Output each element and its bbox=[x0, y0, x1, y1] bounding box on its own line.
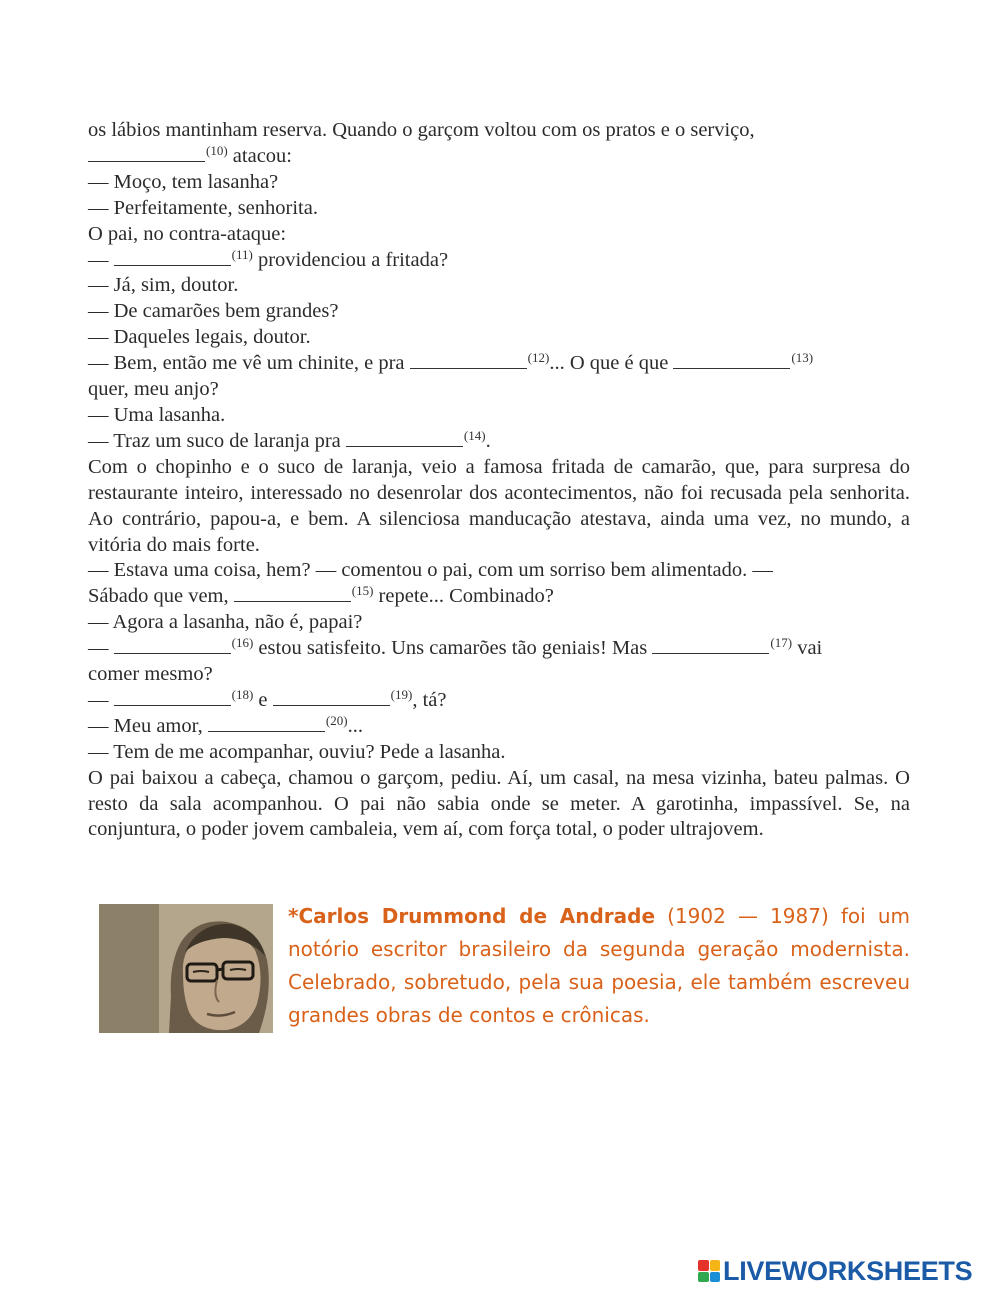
blank-field-12[interactable] bbox=[410, 351, 527, 369]
blank-field-18[interactable] bbox=[114, 688, 231, 706]
blank-field-19[interactable] bbox=[273, 688, 390, 706]
story-line: — Tem de me acompanhar, ouviu? Pede a lasanha. bbox=[88, 740, 506, 763]
story-line: — Daqueles legais, doutor. bbox=[88, 326, 311, 349]
story-line bbox=[88, 144, 910, 170]
story-fragment: . bbox=[485, 429, 491, 452]
story-fragment: — bbox=[88, 688, 109, 711]
story-line bbox=[88, 429, 910, 455]
story-fragment: Sábado que vem, bbox=[88, 585, 229, 608]
story-line: — Já, sim, doutor. bbox=[88, 274, 239, 297]
story-line bbox=[88, 688, 910, 714]
story-line: quer, meu anjo? bbox=[88, 378, 219, 401]
blank-field-14[interactable] bbox=[346, 429, 463, 447]
story-paragraph: Com o chopinho e o suco de laranja, veio a famosa fritada de camarão, que, para surpresa do restaurante inteiro, interessado no desenrolar dos acontecimentos, não foi recusada pela senhorita. Ao contrário, papou-a, e bem. A silenciosa manducação atestava, ainda uma vez, no mundo, a vitória do mais forte. bbox=[88, 455, 910, 556]
story-fragment: e bbox=[258, 688, 268, 711]
story-line: — Perfeitamente, senhorita. bbox=[88, 196, 318, 219]
blank-number: (14) bbox=[463, 427, 486, 443]
logo-icon bbox=[698, 1260, 720, 1282]
blank-number: (11) bbox=[231, 246, 253, 262]
story-fragment: repete... Combinado? bbox=[378, 585, 554, 608]
story-fragment: ... O que é que bbox=[549, 352, 669, 375]
blank-field-20[interactable] bbox=[208, 714, 325, 732]
story-fragment: , tá? bbox=[412, 688, 447, 711]
story-line bbox=[88, 248, 910, 274]
blank-number: (12) bbox=[527, 350, 550, 366]
story-line bbox=[88, 636, 910, 662]
blank-field-10[interactable] bbox=[88, 144, 205, 162]
author-photo bbox=[99, 904, 273, 1033]
blank-number: (10) bbox=[206, 142, 228, 158]
story-fragment: — bbox=[88, 248, 109, 271]
blank-number: (20) bbox=[325, 712, 348, 728]
story-line: O pai, no contra-ataque: bbox=[88, 222, 287, 245]
blank-number: (17) bbox=[770, 635, 793, 651]
story-line: os lábios mantinham reserva. Quando o garçom voltou com os pratos e o serviço, bbox=[88, 119, 755, 141]
bio-text bbox=[288, 900, 910, 1032]
blank-number: (16) bbox=[231, 635, 254, 651]
story-line: — Moço, tem lasanha? bbox=[88, 170, 279, 193]
liveworksheets-logo[interactable] bbox=[698, 1257, 972, 1285]
story-text bbox=[88, 118, 910, 843]
story-fragment: atacou: bbox=[232, 144, 292, 167]
story-line bbox=[88, 351, 910, 377]
blank-field-16[interactable] bbox=[114, 636, 231, 654]
story-fragment: ... bbox=[347, 714, 363, 737]
blank-number: (15) bbox=[351, 583, 374, 599]
author-name: *Carlos Drummond de Andrade bbox=[288, 904, 656, 928]
portrait-image bbox=[99, 904, 273, 1033]
story-line: — Uma lasanha. bbox=[88, 403, 226, 426]
story-fragment: — Meu amor, bbox=[88, 714, 203, 737]
story-fragment: — Bem, então me vê um chinite, e pra bbox=[88, 352, 405, 375]
story-line: — Estava uma coisa, hem? — comentou o pai, com um sorriso bem alimentado. — bbox=[88, 559, 773, 582]
story-line: comer mesmo? bbox=[88, 663, 213, 686]
story-line: — Agora a lasanha, não é, papai? bbox=[88, 611, 363, 634]
story-fragment: vai bbox=[797, 637, 823, 660]
story-line: — De camarões bem grandes? bbox=[88, 300, 339, 323]
blank-number: (18) bbox=[231, 686, 254, 702]
logo-text: LIVEWORKSHEETS bbox=[723, 1255, 973, 1286]
blank-field-17[interactable] bbox=[652, 636, 769, 654]
blank-field-13[interactable] bbox=[673, 351, 790, 369]
bio-description: (1902 — 1987) foi um notório escritor brasileiro da segunda geração modernista. Celebrado, sobretudo, pela sua poesia, ele também escreveu grandes obras de contos e crônicas. bbox=[288, 904, 911, 1027]
story-fragment: — Traz um suco de laranja pra bbox=[88, 429, 341, 452]
story-fragment: estou satisfeito. Uns camarões tão geniais! Mas bbox=[258, 637, 648, 660]
blank-number: (19) bbox=[390, 686, 413, 702]
story-fragment: — bbox=[88, 637, 109, 660]
story-paragraph: O pai baixou a cabeça, chamou o garçom, pediu. Aí, um casal, na mesa vizinha, bateu palmas. O resto da sala acompanhou. O pai não sabia onde se meter. A garotinha, impassível. Se, na conjuntura, o poder jovem cambaleia, vem aí, com força total, o poder ultrajovem. bbox=[88, 766, 910, 841]
story-line bbox=[88, 714, 910, 740]
blank-field-11[interactable] bbox=[114, 248, 231, 266]
story-line bbox=[88, 584, 910, 610]
story-fragment: providenciou a fritada? bbox=[257, 248, 449, 271]
blank-number: (13) bbox=[791, 350, 814, 366]
blank-field-15[interactable] bbox=[234, 584, 351, 602]
